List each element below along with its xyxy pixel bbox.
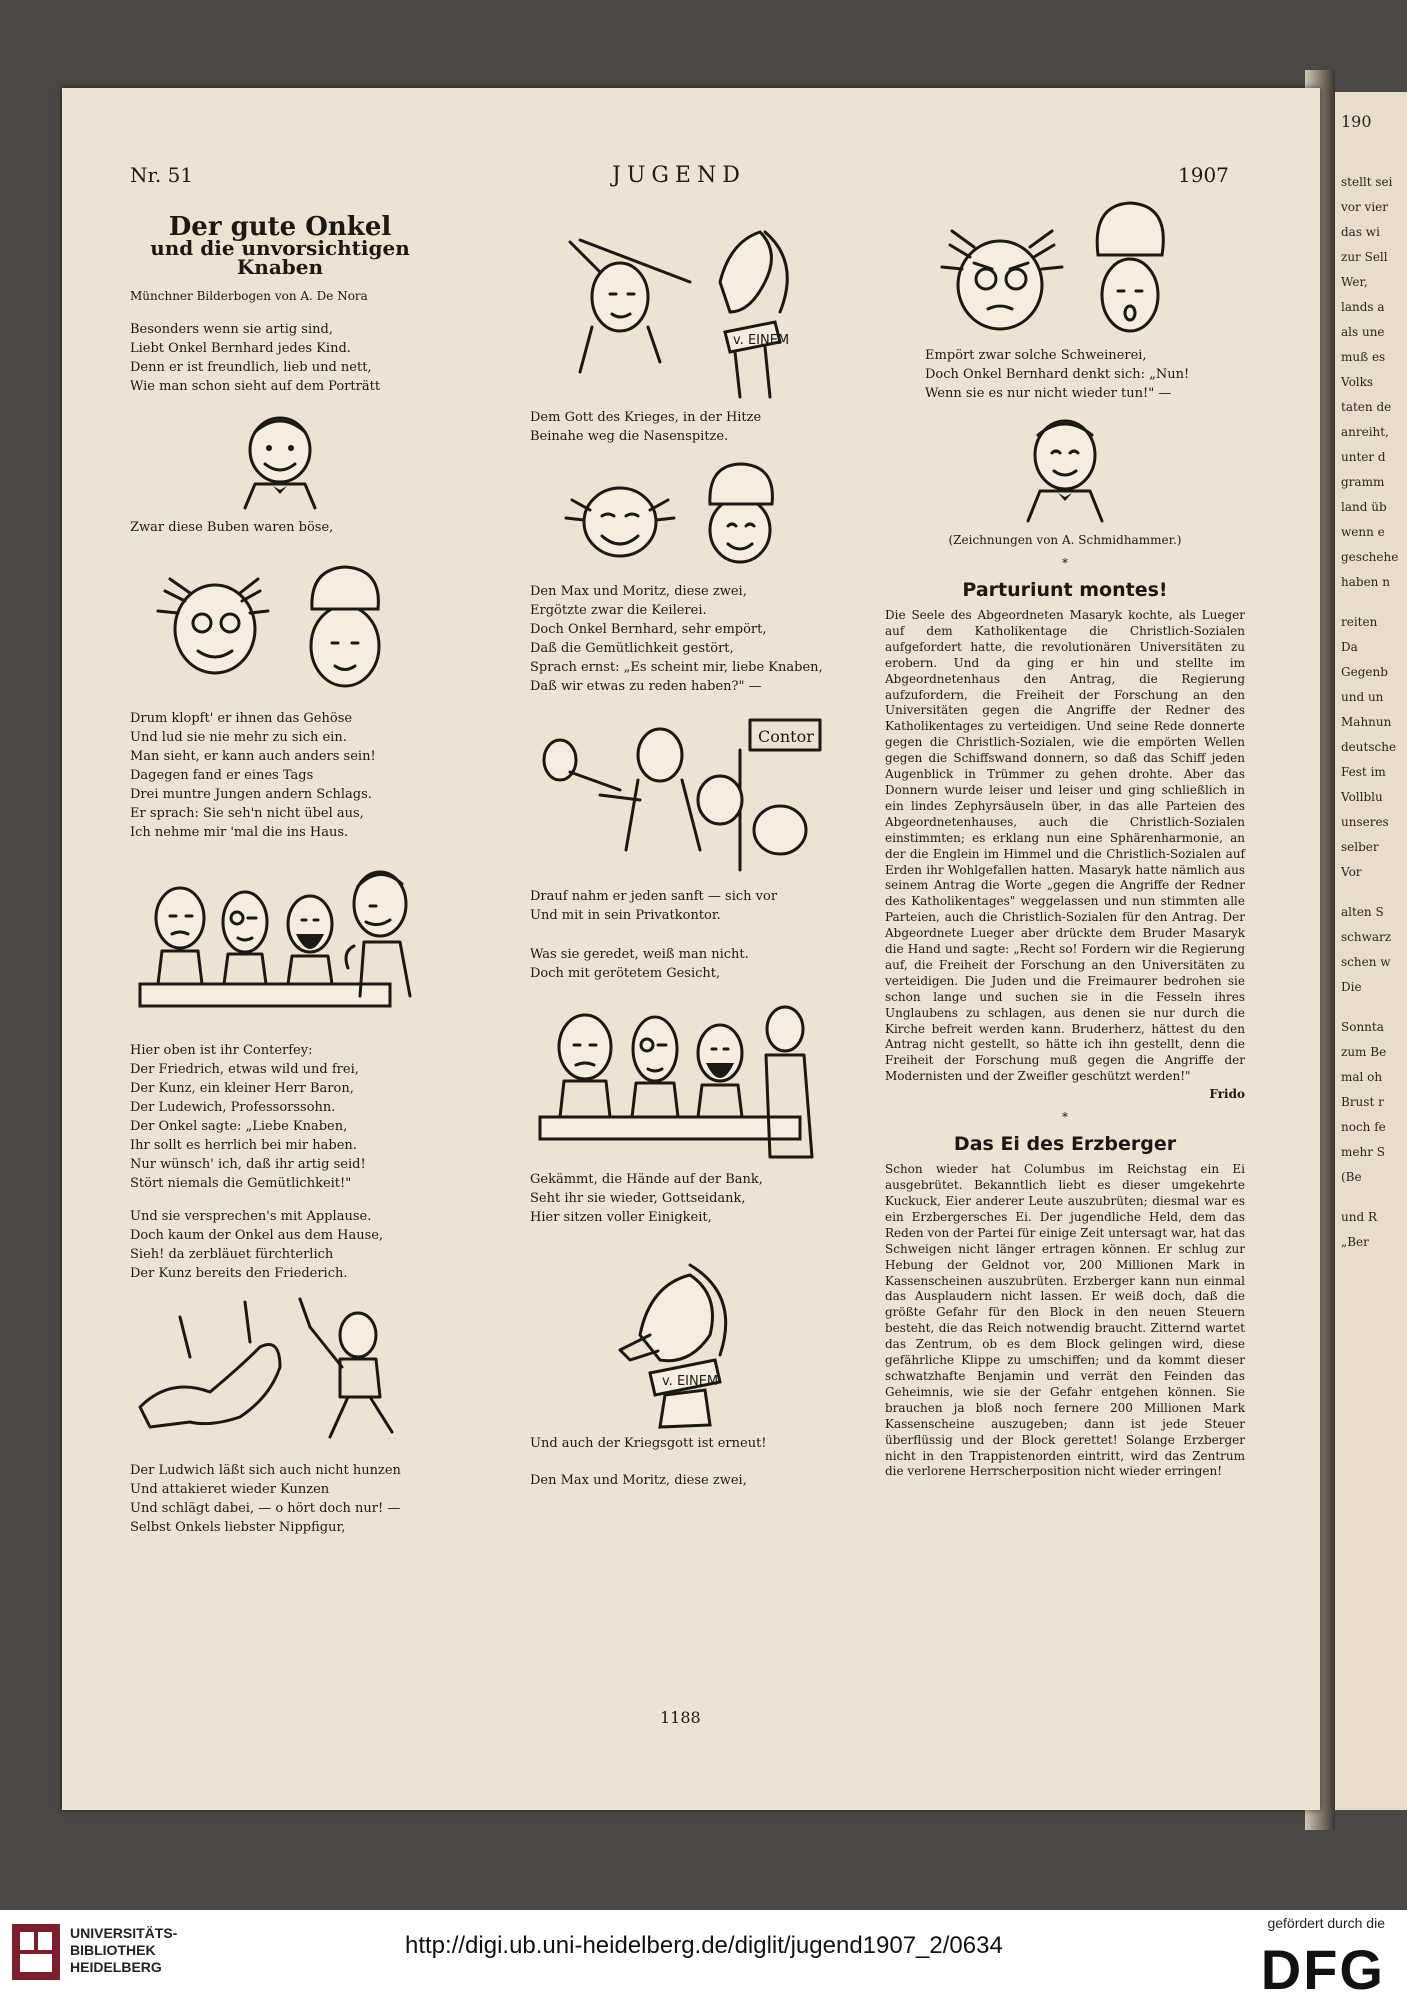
right-page-text-fragment: reiten	[1341, 615, 1378, 629]
stanza-1	[130, 320, 430, 396]
verse-line: Und auch der Kriegsgott ist erneut!	[530, 1436, 767, 1451]
right-page-text-fragment: haben n	[1341, 575, 1390, 589]
three-boys-portrait-illustration	[130, 856, 430, 1031]
verse-line: Der Onkel sagte: „Liebe Knaben,	[130, 1119, 348, 1134]
verse-line: Dem Gott des Krieges, in der Hitze	[530, 410, 762, 425]
middle-stanza-2	[530, 582, 830, 696]
middle-stanza-4	[530, 945, 830, 983]
right-page-text-fragment: anreiht,	[1341, 425, 1389, 439]
article-paragraph: Schon wieder hat Columbus im Reichstag ein Ei ausgebrütet. Bekanntlich liebt es dieser umgekehrte Kuckuck, Eier anderer Leute auszubrüten; diesmal war es ein Erzbergersches Ei. Der jugendliche Held, dem das Reden von der Partei für einige Zeit untersagt war, hat das Schweigen nicht länger ertragen können. Er schlug zur Hebung der Geldnot vor, 200 Millionen Mark in Kassenscheinen auszubrüten. Erzberger kann nun einmal das Ausplaudern nicht lassen. Er weiß doch, daß die größte Gefahr für den Block in den neuen Steuern besteht, die das Reich notwendig braucht. Zitternd wartet das Zentrum, ob es dem Block gelingen wird, diese gefährliche Klippe zu umschiffen; und da kommt dieser schwatzhafte Benjamin und verrät den Feinden das Geheimnis, wie sie der Gefahr entgehen können. Sie brauchen ja bloß noch fernere 200 Millionen Mark Kassenscheine auszugeben; dann ist jede Steuer überflüssig und der Block gerettet! Solange Erzberger nicht in den Trappistenorden eintritt, wird das Zentrum die verlorene Herrscherposition nicht wieder erringen!	[885, 1162, 1245, 1479]
right-page-text-fragment: (Be	[1341, 1170, 1362, 1184]
right-page-text-fragment: gramm	[1341, 475, 1385, 489]
footer-bar	[0, 1910, 1407, 2010]
right-page-text-fragment: und un	[1341, 690, 1384, 704]
institution-name	[70, 1925, 177, 1976]
right-page-text-fragment: lands a	[1341, 300, 1385, 314]
verse-line: Doch mit gerötetem Gesicht,	[530, 966, 721, 981]
poem-left-column	[130, 212, 430, 1551]
right-page-fragment	[1335, 92, 1407, 1810]
verse-line: Ihr sollt es herrlich bei mir haben.	[130, 1138, 357, 1153]
verse-line: Stört niemals die Gemütlichkeit!"	[130, 1176, 352, 1191]
funding-note: gefördert durch die	[1267, 1915, 1385, 1931]
verse-line: Was sie geredet, weiß man nicht.	[530, 947, 749, 962]
verse-line: Seht ihr sie wieder, Gottseidank,	[530, 1191, 746, 1206]
uncle-portrait-illustration	[225, 410, 335, 510]
verse-line: Ergötzte zwar die Keilerei.	[530, 603, 707, 618]
uncle-office-illustration	[530, 710, 830, 875]
verse-line: Ich nehme mir 'mal die ins Haus.	[130, 825, 349, 840]
right-stanza	[925, 346, 1245, 403]
helmet-band-label: v. EINEM	[662, 1374, 719, 1389]
verse-line: Der Kunz bereits den Friederich.	[130, 1266, 348, 1281]
right-page-text-fragment: land üb	[1341, 500, 1387, 514]
war-god-attack-illustration	[550, 222, 810, 402]
right-page-text-fragment: Vollblu	[1341, 790, 1383, 804]
max-moritz-illustration	[140, 551, 420, 701]
verse-line: Liebt Onkel Bernhard jedes Kind.	[130, 341, 351, 356]
year: 1907	[1178, 163, 1229, 187]
middle-stanza-7	[530, 1471, 830, 1490]
institution-line: BIBLIOTHEK	[70, 1942, 156, 1958]
magazine-title: JUGEND	[612, 163, 746, 188]
verse-line: Und sie versprechen's mit Applause.	[130, 1209, 372, 1224]
right-page-text-fragment: schen w	[1341, 955, 1391, 969]
right-page-text-fragment: zur Sell	[1341, 250, 1388, 264]
verse-line: Der Kunz, ein kleiner Herr Baron,	[130, 1081, 354, 1096]
verse-line: Zwar diese Buben waren böse,	[130, 520, 334, 535]
verse-line: Sprach ernst: „Es scheint mir, liebe Knaben,	[530, 660, 823, 675]
verse-line: Wie man schon sieht auf dem Porträtt	[130, 379, 381, 394]
verse-line: Daß wir etwas zu reden haben?" —	[530, 679, 762, 694]
right-page-text-fragment: und R	[1341, 1210, 1377, 1224]
max-moritz-outraged-illustration	[930, 195, 1200, 340]
stanza-3	[130, 709, 430, 842]
verse-line: Man sieht, er kann auch anders sein!	[130, 749, 376, 764]
verse-line: Sieh! da zerbläuet fürchterlich	[130, 1247, 334, 1262]
right-page-text-fragment: Wer,	[1341, 275, 1368, 289]
verse-line: Hier oben ist ihr Conterfey:	[130, 1043, 313, 1058]
verse-line: Den Max und Moritz, diese zwei,	[530, 1473, 747, 1488]
helmet-band-label: v. EINEM	[733, 333, 790, 348]
article-body-parturiunt	[885, 608, 1245, 1085]
stanza-5	[130, 1207, 430, 1283]
article-body-erzberger	[885, 1162, 1245, 1480]
verse-line: Daß die Gemütlichkeit gestört,	[530, 641, 734, 656]
poem-middle-column	[530, 222, 830, 1504]
office-sign-label: Contor	[758, 727, 814, 746]
right-page-text-fragment: Die	[1341, 980, 1362, 994]
stanza-4	[130, 1041, 430, 1193]
right-page-text-fragment: stellt sei	[1341, 175, 1393, 189]
verse-line: Und mit in sein Privatkontor.	[530, 908, 721, 923]
verse-line: Drauf nahm er jeden sanft — sich vor	[530, 889, 778, 904]
middle-stanza-3	[530, 887, 830, 925]
right-page-text-fragment: unseres	[1341, 815, 1389, 829]
right-page-text-fragment: muß es	[1341, 350, 1386, 364]
stanza-6	[130, 1461, 430, 1537]
verse-line: Der Ludewich, Professorssohn.	[130, 1100, 336, 1115]
boys-seated-illustration	[530, 997, 830, 1162]
right-page-text-fragment: alten S	[1341, 905, 1384, 919]
verse-line: Der Friedrich, etwas wild und frei,	[130, 1062, 359, 1077]
right-page-text-fragment: mehr S	[1341, 1145, 1385, 1159]
verse-line: Wenn sie es nur nicht wieder tun!" —	[925, 386, 1172, 401]
poem-subtitle: und die unvorsichtigen Knaben	[150, 236, 410, 279]
right-page-text-fragment: vor vier	[1341, 200, 1389, 214]
right-page-text-fragment: als une	[1341, 325, 1385, 339]
illustration-credit: (Zeichnungen von A. Schmidhammer.)	[948, 533, 1182, 547]
right-page-text-fragment: zum Be	[1341, 1045, 1387, 1059]
institution-line: HEIDELBERG	[70, 1959, 162, 1975]
middle-stanza-5	[530, 1170, 830, 1227]
right-page-text-fragment: mal oh	[1341, 1070, 1383, 1084]
article-title-erzberger: Das Ei des Erzberger	[953, 1133, 1177, 1156]
right-column	[885, 195, 1245, 1480]
right-page-text-fragment: Da	[1341, 640, 1358, 654]
right-page-text-fragment: Gegenb	[1341, 665, 1388, 679]
article-title-parturiunt: Parturiunt montes!	[962, 579, 1168, 601]
verse-line: Doch Onkel Bernhard denkt sich: „Nun!	[925, 367, 1190, 382]
right-page-text-fragment: „Ber	[1341, 1235, 1369, 1249]
right-page-text-fragment: Sonnta	[1341, 1020, 1384, 1034]
right-page-text-fragment: selber	[1341, 840, 1379, 854]
verse-line: Drei muntre Jungen andern Schlags.	[130, 787, 372, 802]
poem-title: Der gute Onkel	[168, 212, 392, 242]
uncle-content-illustration	[1010, 413, 1120, 523]
page-number: 1188	[660, 1708, 701, 1727]
issue-number: Nr. 51	[130, 163, 194, 187]
right-page-text-fragment: das wi	[1341, 225, 1380, 239]
verse-line: Der Ludwich läßt sich auch nicht hunzen	[130, 1463, 401, 1478]
verse-line: Den Max und Moritz, diese zwei,	[530, 584, 747, 599]
max-moritz-happy-illustration	[550, 460, 810, 570]
right-page-text-fragment: Vor	[1341, 865, 1362, 879]
right-page-text-fragment: Mahnun	[1341, 715, 1392, 729]
stanza-2	[130, 518, 430, 537]
right-page-text-fragment: Brust r	[1341, 1095, 1384, 1109]
right-page-text-fragment: wenn e	[1341, 525, 1385, 539]
poem-byline: Münchner Bilderbogen von A. De Nora	[130, 289, 368, 303]
middle-stanza-1	[530, 408, 830, 446]
middle-stanza-6	[530, 1434, 830, 1453]
section-divider: *	[1062, 556, 1068, 570]
right-page-text-fragment: unter d	[1341, 450, 1386, 464]
right-page-text-fragment: noch fe	[1341, 1120, 1386, 1134]
right-page-text-fragment: Fest im	[1341, 765, 1386, 779]
right-page-text-fragment: taten de	[1341, 400, 1392, 414]
verse-line: Und attakieret wieder Kunzen	[130, 1482, 330, 1497]
verse-line: Nur wünsch' ich, daß ihr artig seid!	[130, 1157, 366, 1172]
right-page-text-fragment: Volks	[1341, 375, 1374, 389]
verse-line: Und schlägt dabei, — o hört doch nur! —	[130, 1501, 401, 1516]
verse-line: Gekämmt, die Hände auf der Bank,	[530, 1172, 763, 1187]
verse-line: Dagegen fand er eines Tags	[130, 768, 314, 783]
verse-line: Selbst Onkels liebster Nippfigur,	[130, 1520, 346, 1535]
right-page-text-fragment: schwarz	[1341, 930, 1392, 944]
section-divider: *	[1062, 1110, 1068, 1125]
brawl-illustration	[130, 1297, 430, 1457]
article-paragraph: Die Seele des Abgeordneten Masaryk kochte, als Lueger auf dem Katholikentage die Christlich-Sozialen aufgefordert hatte, die revolutionären Universitäten zu erobern. Und da ging er hin und stellte im Abgeordnetenhaus den Antrag, die Regierung aufzufordern, die Freiheit der Forschung an den Universitäten gegen die Angriffe der Redner des Katholikentages zu verteidigen. Und seine Rede donnerte gegen die Christlich-Sozialen, wie die empörten Wellen gegen die Schiffswand donnern, so daß das Schiff jeden Augenblick in Trümmer zu gehen drohte. Aber das Donnern wurde leiser und leiser und ging schließlich in ein lindes Zephyrsäuseln über, in das alle Parteien des Abgeordnetenhauses, auch die Christlich-Sozialen einstimmten; es erklang nun eine Sphärenharmonie, an der die Englein im Himmel und die Christlich-Sozialen auf Erden ihr Wohlgefallen hatten. Masaryk hatte nämlich aus seinem Antrag die Worte „gegen die Angriffe der Redner des Katholikentages" weggelassen und nun stimmten alle Parteien, auch die Christlich-Sozialen für den Antrag. Der Abgeordnete Lueger aber drückte dem Bruder Masaryk die Hand und sagte: „Recht so! Fordern wir die Regierung auf, die Freiheit der Forschung an den Universitäten zu verteidigen. Die Juden und die Freimaurer bedrohen sie schon lange und suchen sie in die Fesseln ihres Unglaubens zu schlagen, aus denen sie nur durch die Kirche befreit werden kann. Bruderherz, hättest du den Antrag nicht gestellt, so hätte ich ihn gestellt, denn die Freiheit der Forschung muß gegen die Angriffe der Modernisten und der Zweifler geschützt werden!"	[885, 608, 1245, 1084]
source-url-link[interactable]: http://digi.ub.uni-heidelberg.de/diglit/jugend1907_2/0634	[405, 1932, 1003, 1959]
verse-line: Doch kaum der Onkel aus dem Hause,	[130, 1228, 384, 1243]
verse-line: Und lud sie nie mehr zu sich ein.	[130, 730, 347, 745]
university-seal-icon	[10, 1922, 62, 1982]
war-god-restored-illustration	[580, 1255, 780, 1430]
verse-line: Drum klopft' er ihnen das Gehöse	[130, 711, 353, 726]
article-signature: Frido	[1209, 1087, 1245, 1102]
right-page-text-fragment: geschehe	[1341, 550, 1399, 564]
verse-line: Besonders wenn sie artig sind,	[130, 322, 333, 337]
institution-line: UNIVERSITÄTS-	[70, 1925, 178, 1941]
verse-line: Empört zwar solche Schweinerei,	[925, 348, 1147, 363]
funder-logo: DFG	[1260, 1938, 1385, 2001]
verse-line: Doch Onkel Bernhard, sehr empört,	[530, 622, 767, 637]
right-page-text-fragment: 190	[1341, 112, 1372, 131]
right-page-text-fragment: deutsche	[1341, 740, 1397, 754]
verse-line: Beinahe weg die Nasenspitze.	[530, 429, 729, 444]
verse-line: Er sprach: Sie seh'n nicht übel aus,	[130, 806, 364, 821]
verse-line: Hier sitzen voller Einigkeit,	[530, 1210, 712, 1225]
verse-line: Denn er ist freundlich, lieb und nett,	[130, 360, 372, 375]
